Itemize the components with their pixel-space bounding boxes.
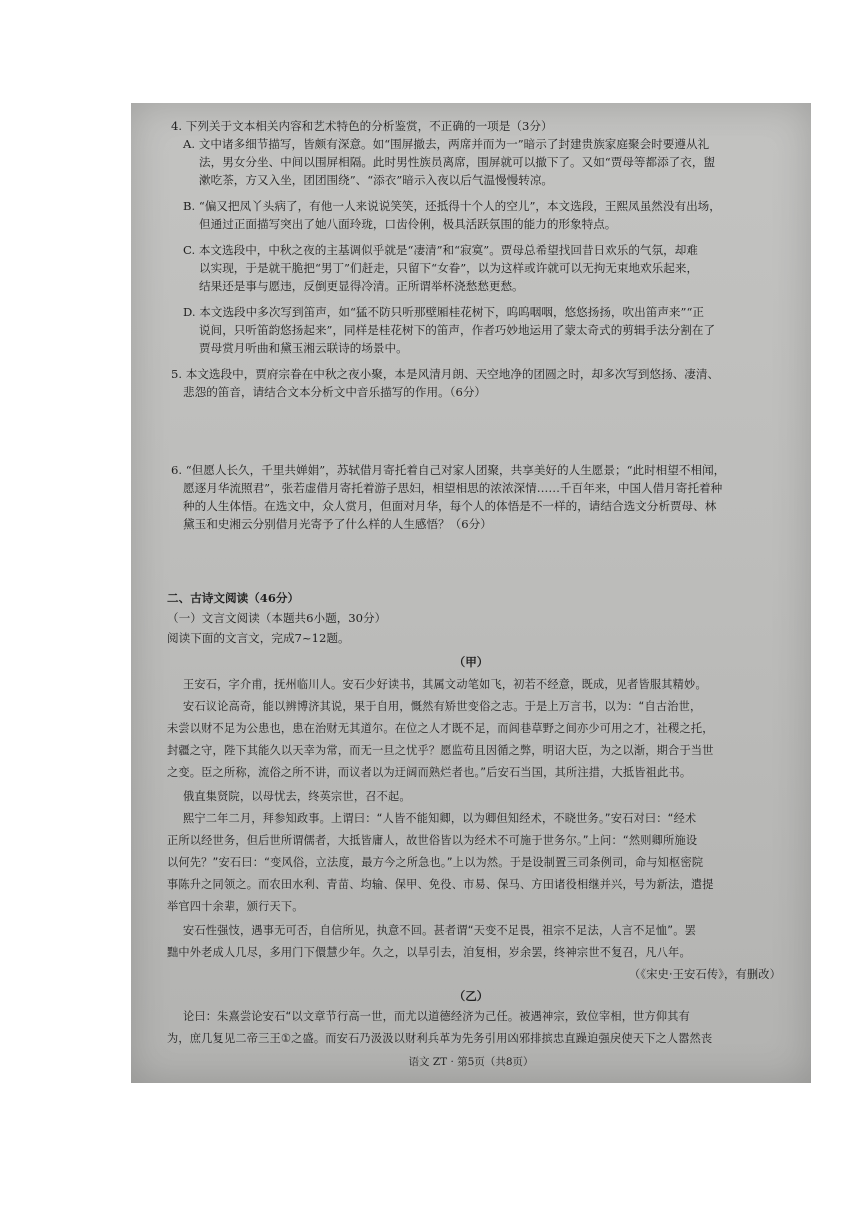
document-photo xyxy=(131,103,811,1083)
q4-option-d-line2: 说间，只听笛韵悠扬起来”，同样是桂花树下的笛声，作者巧妙地运用了蒙太奇式的剪辑手法分割在了 xyxy=(199,323,716,337)
section-2-subtitle: （一）文言文阅读（本题共6小题，30分） xyxy=(167,611,387,625)
passage-jia-line: 熙宁二年二月，拜参知政事。上谓曰：“人皆不能知卿，以为卿但知经术，不晓世务。”安石对曰：“经术 xyxy=(183,812,697,825)
q4-option-a-line1: A. 文中诸多细节描写，皆颇有深意。如“围屏撤去，两席并而为一”暗示了封建贵族家庭聚会时要遵从礼 xyxy=(183,137,710,151)
passage-jia-line: 未尝以财不足为公患也，患在治财无其道尔。在位之人才既不足，而闾巷草野之间亦少可用之才，社稷之托， xyxy=(167,722,714,735)
q4-stem: 4. 下列关于文本相关内容和艺术特色的分析鉴赏，不正确的一项是（3分） xyxy=(171,119,553,133)
passage-jia-line: 安石议论高奇，能以辨博济其说，果于自用，慨然有矫世变俗之志。于是上万言书，以为：“自古治世， xyxy=(183,700,702,713)
q4-option-a-line2: 法，男女分坐、中间以围屏相隔。此时男性族员离席，围屏就可以撤下了。又如“贾母等都添了衣，盥 xyxy=(199,155,716,169)
passage-yi-line: 为，庶几复见二帝三王①之盛。而安石乃汲汲以财利兵革为先务引用凶邪排摈忠直躁迫强戾使天下之人嚣然丧 xyxy=(167,1032,713,1045)
q6-line2: 愿逐月华流照君”，张若虚借月寄托着游子思妇，相望相思的浓浓深情……千百年来，中国人借月寄托着种 xyxy=(183,481,723,495)
passage-yi-heading: （乙） xyxy=(453,989,489,1003)
passage-jia-line: 黜中外老成人几尽，多用门下儇慧少年。久之，以旱引去，洎复相，岁余罢，终神宗世不复召，凡八年。 xyxy=(167,946,691,959)
passage-jia-source: （《宋史·王安石传》，有删改） xyxy=(629,968,781,981)
passage-jia-line: 事陈升之同领之。而农田水利、青苗、均输、保甲、免役、市易、保马、方田诸役相继并兴，号为新法，遣提 xyxy=(167,878,714,891)
q4-option-b-line2: 但通过正面描写突出了她八面玲珑，口齿伶俐，极具活跃氛围的能力的形象特点。 xyxy=(199,217,617,231)
passage-jia-line: 以何先？”安石曰：“变风俗，立法度，最方今之所急也。”上以为然。于是设制置三司条例司，命与知枢密院 xyxy=(167,856,704,869)
passage-jia-line: 俄直集贤院，以母忧去，终英宗世，召不起。 xyxy=(183,790,411,803)
passage-jia-line: 安石性强忮，遇事无可否，自信所见，执意不回。甚者谓“天变不足畏，祖宗不足法，人言不足恤”。罢 xyxy=(183,924,697,937)
page-footer: 语文 ZT · 第5页（共8页） xyxy=(408,1056,534,1068)
passage-jia-line: 举官四十余辈，颁行天下。 xyxy=(167,900,304,913)
q4-option-c-line3: 结果还是事与愿违，反倒更显得冷清。正所谓举杯浇愁愁更愁。 xyxy=(199,279,524,293)
q4-option-d-line3: 贾母赏月听曲和黛玉湘云联诗的场景中。 xyxy=(199,341,408,355)
passage-jia-line: 之变。臣之所称，流俗之所不讲，而议者以为迂阔而熟烂者也。”后安石当国，其所注措，大抵皆祖此书。 xyxy=(167,766,692,779)
q4-option-a-line3: 漱吃茶，方又入坐，团团围绕”、“添衣”暗示入夜以后气温慢慢转凉。 xyxy=(199,173,554,187)
q5-line1: 5. 本文选段中，贾府宗眷在中秋之夜小聚，本是风清月朗、天空地净的团圆之时，却多次写到悠扬、凄清、 xyxy=(171,367,720,381)
passage-jia-line: 正所以经世务，但后世所谓儒者，大抵皆庸人，故世俗皆以为经术不可施于世务尔。”上问：“然则卿所施设 xyxy=(167,834,698,847)
q5-line2: 悲怨的笛音，请结合文本分析文中音乐描写的作用。（6分） xyxy=(183,385,487,399)
section-2-instruction: 阅读下面的文言文，完成7~12题。 xyxy=(167,631,350,645)
passage-jia-line: 封疆之守，陛下其能久以天幸为常，而无一旦之忧乎？愿监苟且因循之弊，明诏大臣，为之以渐，期合于当世 xyxy=(167,744,714,757)
section-2-title: 二、古诗文阅读（46分） xyxy=(167,591,300,605)
q4-option-d-line1: D. 本文选段中多次写到笛声，如“猛不防只听那壁厢桂花树下，呜呜咽咽，悠悠扬扬，吹出笛声来”“正 xyxy=(183,305,704,319)
q6-line3: 种的人生体悟。在选文中，众人赏月，但面对月华，每个人的体悟是不一样的，请结合选文分析贾母、林 xyxy=(183,499,717,513)
q4-option-c-line2: 以实现，于是就干脆把“男丁”们赶走，只留下“女眷”，以为这样或许就可以无拘无束地欢乐起来， xyxy=(199,261,699,275)
passage-yi-line: 论曰：朱熹尝论安石“以文章节行高一世，而尤以道德经济为己任。被遇神宗，致位宰相，世方仰其有 xyxy=(183,1010,691,1023)
passage-jia-heading: （甲） xyxy=(453,655,489,669)
q6-line1: 6. “但愿人长久，千里共婵娟”，苏轼借月寄托着自己对家人团聚，共享美好的人生愿景；“此时相望不相闻， xyxy=(171,463,726,477)
q4-option-c-line1: C. 本文选段中，中秋之夜的主基调似乎就是“凄清”和“寂寞”。贾母总希望找回昔日欢乐的气氛，却难 xyxy=(183,243,698,257)
q4-option-b-line1: B. “偏又把凤丫头病了，有他一人来说说笑笑，还抵得十个人的空儿”，本文选段，王熙凤虽然没有出场， xyxy=(183,199,721,213)
passage-jia-line: 王安石，字介甫，抚州临川人。安石少好读书，其属文动笔如飞，初若不经意，既成，见者皆服其精妙。 xyxy=(183,678,707,691)
q6-line4: 黛玉和史湘云分别借月光寄予了什么样的人生感悟？（6分） xyxy=(183,517,492,531)
